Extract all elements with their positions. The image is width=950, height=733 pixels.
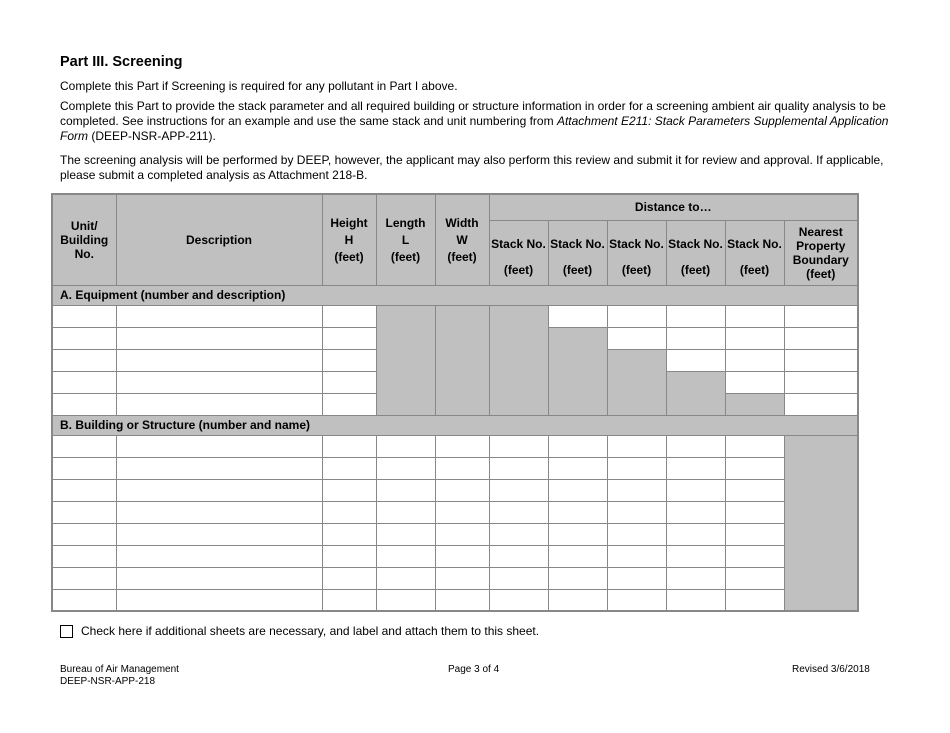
b-stack1-cell[interactable] — [489, 523, 548, 545]
b-unit-cell[interactable] — [52, 501, 116, 523]
b-unit-cell[interactable] — [52, 589, 116, 611]
a-height-cell[interactable] — [322, 349, 376, 371]
a-stack3-shaded — [607, 349, 666, 415]
screening-table — [51, 193, 859, 612]
b-height-cell[interactable] — [322, 523, 376, 545]
a-description-cell[interactable] — [116, 305, 322, 327]
a-height-cell[interactable] — [322, 327, 376, 349]
b-length-cell[interactable] — [376, 457, 435, 479]
b-stack2-cell[interactable] — [548, 523, 607, 545]
b-stack5-cell[interactable] — [725, 479, 784, 501]
header-stack-3: Stack No. (feet) — [607, 220, 666, 285]
a-stack1-shaded — [489, 305, 548, 415]
b-width-cell[interactable] — [435, 435, 489, 457]
b-boundary-shaded — [784, 435, 858, 611]
b-width-cell[interactable] — [435, 501, 489, 523]
instructions-text — [60, 99, 900, 144]
a-width-shaded — [435, 305, 489, 415]
b-description-cell[interactable] — [116, 567, 322, 589]
a-height-cell[interactable] — [322, 393, 376, 415]
b-unit-cell[interactable] — [52, 567, 116, 589]
b-stack4-cell[interactable] — [666, 457, 725, 479]
header-nearest-boundary: Nearest Property Boundary (feet) — [784, 220, 858, 285]
a-stack4-shaded — [666, 371, 725, 415]
a-length-shaded — [376, 305, 435, 415]
instructions-text-start: Complete this Part to provide the stack parameter and all required building or structure information in order for a screening ambient air quality analysis to be completed. See instructions for an example and use the same stack and unit numbering from — [60, 99, 886, 128]
a-stack2-shaded — [548, 327, 607, 415]
attachment-reference: Attachment E211: Stack Parameters Supplemental Application Form — [60, 114, 889, 143]
a-description-cell[interactable] — [116, 393, 322, 415]
b-stack4-cell[interactable] — [666, 501, 725, 523]
b-stack2-cell[interactable] — [548, 545, 607, 567]
b-stack1-cell[interactable] — [489, 501, 548, 523]
a-boundary-cell[interactable] — [784, 305, 858, 327]
b-width-cell[interactable] — [435, 567, 489, 589]
b-stack4-cell[interactable] — [666, 435, 725, 457]
additional-sheets-checkbox[interactable] — [60, 625, 73, 638]
section-title: Part III. Screening — [60, 54, 183, 70]
b-length-cell[interactable] — [376, 435, 435, 457]
b-width-cell[interactable] — [435, 589, 489, 611]
header-distance-to: Distance to… — [489, 194, 858, 220]
footer-revised-date: Revised 3/6/2018 — [792, 664, 870, 675]
b-stack5-cell[interactable] — [725, 567, 784, 589]
b-width-cell[interactable] — [435, 479, 489, 501]
b-stack3-cell[interactable] — [607, 567, 666, 589]
a-unit-cell[interactable] — [52, 305, 116, 327]
b-unit-cell[interactable] — [52, 545, 116, 567]
b-length-cell[interactable] — [376, 567, 435, 589]
b-stack1-cell[interactable] — [489, 589, 548, 611]
a-stack3-cell[interactable] — [607, 327, 666, 349]
a-boundary-cell[interactable] — [784, 327, 858, 349]
additional-sheets-row — [60, 624, 539, 638]
a-stack3-cell[interactable] — [607, 305, 666, 327]
a-unit-cell[interactable] — [52, 327, 116, 349]
b-width-cell[interactable] — [435, 523, 489, 545]
b-length-cell[interactable] — [376, 479, 435, 501]
b-height-cell[interactable] — [322, 479, 376, 501]
b-stack1-cell[interactable] — [489, 435, 548, 457]
header-stack-1: Stack No. (feet) — [489, 220, 548, 285]
header-stack-5: Stack No. (feet) — [725, 220, 784, 285]
b-stack4-cell[interactable] — [666, 479, 725, 501]
b-stack4-cell[interactable] — [666, 523, 725, 545]
b-stack3-cell[interactable] — [607, 545, 666, 567]
b-description-cell[interactable] — [116, 457, 322, 479]
section-b-building: B. Building or Structure (number and name) — [52, 415, 858, 435]
a-boundary-cell[interactable] — [784, 393, 858, 415]
b-height-cell[interactable] — [322, 545, 376, 567]
b-stack3-cell[interactable] — [607, 457, 666, 479]
header-width: Width W (feet) — [435, 194, 489, 285]
instructions-text-end: (DEEP-NSR-APP-211). — [88, 129, 216, 143]
a-stack4-cell[interactable] — [666, 349, 725, 371]
a-description-cell[interactable] — [116, 371, 322, 393]
b-stack3-cell[interactable] — [607, 589, 666, 611]
b-stack4-cell[interactable] — [666, 589, 725, 611]
b-stack3-cell[interactable] — [607, 501, 666, 523]
a-unit-cell[interactable] — [52, 371, 116, 393]
b-stack4-cell[interactable] — [666, 567, 725, 589]
a-boundary-cell[interactable] — [784, 371, 858, 393]
a-stack5-cell[interactable] — [725, 371, 784, 393]
b-stack2-cell[interactable] — [548, 501, 607, 523]
b-stack4-cell[interactable] — [666, 545, 725, 567]
header-length: Length L (feet) — [376, 194, 435, 285]
intro-text: Complete this Part if Screening is required for any pollutant in Part I above. — [60, 79, 458, 93]
header-stack-4: Stack No. (feet) — [666, 220, 725, 285]
a-stack2-cell[interactable] — [548, 305, 607, 327]
b-stack2-cell[interactable] — [548, 457, 607, 479]
b-unit-cell[interactable] — [52, 457, 116, 479]
b-unit-cell[interactable] — [52, 435, 116, 457]
b-stack5-cell[interactable] — [725, 435, 784, 457]
b-description-cell[interactable] — [116, 523, 322, 545]
a-description-cell[interactable] — [116, 349, 322, 371]
b-unit-cell[interactable] — [52, 479, 116, 501]
b-stack1-cell[interactable] — [489, 479, 548, 501]
a-stack5-cell[interactable] — [725, 349, 784, 371]
b-stack5-cell[interactable] — [725, 589, 784, 611]
header-height: Height H (feet) — [322, 194, 376, 285]
header-unit-building: Unit/ Building No. — [52, 194, 116, 285]
a-unit-cell[interactable] — [52, 393, 116, 415]
a-unit-cell[interactable] — [52, 349, 116, 371]
header-description: Description — [116, 194, 322, 285]
b-length-cell[interactable] — [376, 545, 435, 567]
b-description-cell[interactable] — [116, 589, 322, 611]
b-width-cell[interactable] — [435, 457, 489, 479]
b-stack2-cell[interactable] — [548, 479, 607, 501]
b-height-cell[interactable] — [322, 501, 376, 523]
footer-page-number: Page 3 of 4 — [448, 664, 500, 675]
b-height-cell[interactable] — [322, 589, 376, 611]
footer-left — [60, 664, 179, 688]
b-stack3-cell[interactable] — [607, 435, 666, 457]
b-height-cell[interactable] — [322, 567, 376, 589]
b-description-cell[interactable] — [116, 435, 322, 457]
b-stack2-cell[interactable] — [548, 567, 607, 589]
b-height-cell[interactable] — [322, 435, 376, 457]
b-stack5-cell[interactable] — [725, 523, 784, 545]
b-height-cell[interactable] — [322, 457, 376, 479]
analysis-note: The screening analysis will be performed by DEEP, however, the applicant may also perform this review and submit it for review and approval. If applicable, please submit a completed analysis as Attachment 218-B. — [60, 153, 884, 182]
a-stack5-cell[interactable] — [725, 305, 784, 327]
b-stack1-cell[interactable] — [489, 567, 548, 589]
b-stack1-cell[interactable] — [489, 457, 548, 479]
b-stack1-cell[interactable] — [489, 545, 548, 567]
a-boundary-cell[interactable] — [784, 349, 858, 371]
b-length-cell[interactable] — [376, 589, 435, 611]
a-height-cell[interactable] — [322, 371, 376, 393]
b-stack3-cell[interactable] — [607, 479, 666, 501]
b-stack5-cell[interactable] — [725, 545, 784, 567]
a-height-cell[interactable] — [322, 305, 376, 327]
b-length-cell[interactable] — [376, 523, 435, 545]
a-stack4-cell[interactable] — [666, 305, 725, 327]
footer-org: Bureau of Air Management — [60, 664, 179, 675]
additional-sheets-label: Check here if additional sheets are necessary, and label and attach them to this sheet. — [81, 624, 540, 638]
section-a-equipment: A. Equipment (number and description) — [52, 285, 858, 305]
a-stack5-shaded — [725, 393, 784, 415]
b-length-cell[interactable] — [376, 501, 435, 523]
a-description-cell[interactable] — [116, 327, 322, 349]
b-stack2-cell[interactable] — [548, 435, 607, 457]
b-unit-cell[interactable] — [52, 523, 116, 545]
b-stack5-cell[interactable] — [725, 501, 784, 523]
b-stack2-cell[interactable] — [548, 589, 607, 611]
b-description-cell[interactable] — [116, 501, 322, 523]
b-description-cell[interactable] — [116, 545, 322, 567]
b-width-cell[interactable] — [435, 545, 489, 567]
b-stack5-cell[interactable] — [725, 457, 784, 479]
footer-form-id: DEEP-NSR-APP-218 — [60, 676, 156, 687]
b-description-cell[interactable] — [116, 479, 322, 501]
a-stack4-cell[interactable] — [666, 327, 725, 349]
b-stack3-cell[interactable] — [607, 523, 666, 545]
a-stack5-cell[interactable] — [725, 327, 784, 349]
header-stack-2: Stack No. (feet) — [548, 220, 607, 285]
